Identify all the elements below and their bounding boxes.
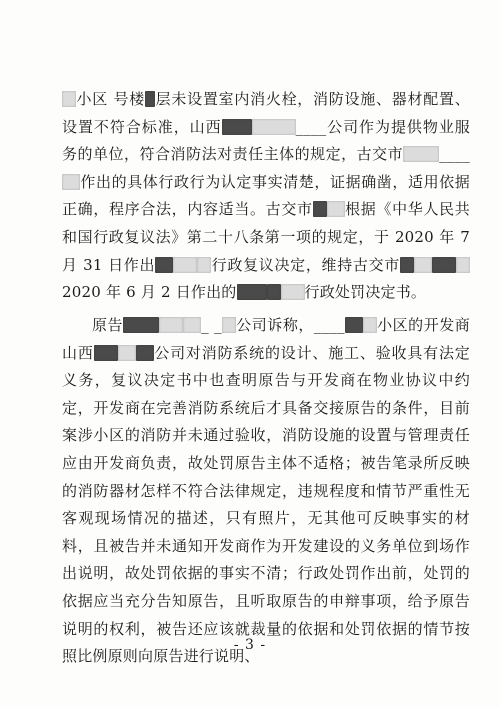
page-number: - 3 - [233,637,267,653]
redaction-block [363,317,377,333]
text-segment: 层未设置室内消火栓，消防设施、器材配置、设置不符合标准，山西 [62,90,470,136]
text-segment: 公司诉称，____ [235,316,345,334]
redaction-block [197,257,211,273]
redaction-block [118,345,136,361]
text-segment: ____ [295,117,327,136]
redaction-block [62,174,80,190]
text-segment: 小区 号楼 [76,90,146,108]
redaction-block [281,284,305,300]
text-segment: 公司作为提供物业服务的单位，符合消防法对责任主体的规定，古交市 [62,117,470,164]
text-segment: 根据《中华人民共和国行政复议法》第二十八条第一项的规定，于 2020 年 7 月 31 日作出 [62,200,471,274]
redaction-block [345,317,363,333]
paragraph-1 [62,86,470,307]
text-segment: ____ [439,145,470,164]
text-segment: 行政复议决定，维持古交市 [211,255,400,274]
redaction-block [432,257,456,273]
text-segment: 公司对消防系统的设计、施工、验收具有法定义务，复议决定书中也查明原告与开发商在物业协议中约定，开发商在完善消防系统后才具备交接原告的条件，目前案涉小区的消防并未通过验收，消防设施的设置与管理责任应由开发商负责，故处罚原告主体不适格；被告笔录所反映的消防器材怎样不符合法律规定，违规程度和情节严重性无客观现场情况的描述，只有照片，无其他可反映事实的材料，且被告并未通知开发商作为开发建设的义务单位到场作出说明，故处罚依据的事实不清；行政处罚作出前，处罚的依据应当充分告知原告，且听取原告的申辩事项，给予原告说明的权利，被告还应该就裁量的依据和处罚依据的情节按照比例原则向原告进行说明、 [62,343,470,666]
text-segment: 作出的具体行政行为认定事实清楚，证据确凿，适用依据正确，程序合法，内容适当。古交市 [62,172,470,219]
redaction-block [173,257,197,273]
redaction-block [155,257,173,273]
redaction-block [145,91,155,107]
text-segment: 小区的开发商山西 [62,316,471,362]
text-segment: 2020 年 6 月 2 日作出的 [62,283,237,302]
paragraph-2 [62,312,470,671]
redaction-block [222,119,252,135]
redaction-block [136,345,154,361]
redaction-block [252,119,296,135]
text-segment: 原告 [92,316,124,334]
redaction-block [414,257,432,273]
redaction-block [183,317,201,333]
redaction-block [123,317,159,333]
redaction-block [327,201,345,217]
text-segment: _ _ [201,316,222,334]
redaction-block [456,257,470,273]
redaction-block [159,317,183,333]
redaction-block [94,345,118,361]
redaction-block [267,284,281,300]
redaction-block [313,201,327,217]
redaction-block [237,284,267,300]
text-segment: 行政处罚决定书。 [304,283,427,302]
redaction-block [222,317,236,333]
redaction-block [403,146,439,162]
redaction-block [400,257,414,273]
redaction-block [62,91,76,107]
